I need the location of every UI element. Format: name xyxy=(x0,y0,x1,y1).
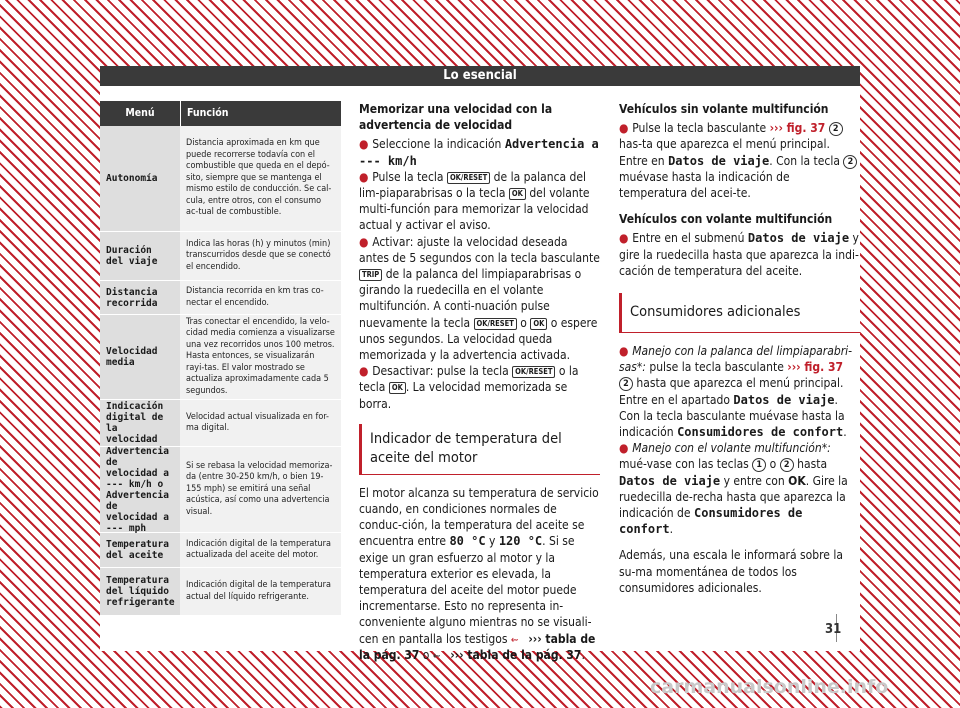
text: y xyxy=(485,534,499,549)
text: y entre con xyxy=(720,473,789,488)
bullet-icon: ● xyxy=(619,231,633,246)
text: Activar: ajuste la velocidad deseada antes de 5 segundos con la tecla basculante xyxy=(359,234,600,265)
ok-key-icon: OK xyxy=(530,318,547,330)
text: o xyxy=(516,315,531,330)
bullet-icon: ● xyxy=(359,169,373,184)
menu-datos-de-viaje: Datos de viaje xyxy=(668,153,770,168)
ok-reset-key-icon: OK/RESET xyxy=(447,172,490,184)
oil-temp-section-header xyxy=(359,424,600,475)
text: o la tecla xyxy=(359,364,579,395)
text: . Si se exige un gran esfuerzo al motor y la temperatura exterior es elevada, la temperatura del aceite del motor puede incrementarse. Esto no representa in-conveniente alguno mientras no se visuali-cen en pantalla los testigos xyxy=(359,534,592,646)
text: . Con la tecla xyxy=(769,153,844,168)
text: hasta xyxy=(793,457,828,472)
text: mué-vase con las teclas xyxy=(619,457,753,472)
table-row xyxy=(100,400,341,447)
table-cell-function: Distancia recorrida en km tras co-nectar el encendido. xyxy=(180,281,341,314)
table-cell-menu: Duración del viaje xyxy=(100,232,180,280)
table-cell-menu: Indicación digital de la velocidad xyxy=(100,400,180,446)
column-speed-warning xyxy=(359,101,600,663)
text: . xyxy=(581,647,585,662)
text: . Gire la ruedecilla de-recha hasta que aparezca la indicación de xyxy=(619,473,848,521)
text: . xyxy=(669,522,674,537)
bullet-icon: ● xyxy=(359,234,373,249)
text: has-ta que aparezca el menú principal. Entre en xyxy=(619,137,830,168)
bullet-select xyxy=(359,136,600,168)
text: muévase hasta la indicación de temperatura del acei-te. xyxy=(619,169,790,201)
table-row xyxy=(100,533,341,568)
table-row xyxy=(100,281,341,315)
table-cell-function: Si se rebasa la velocidad memoriza-da (entre 30-250 km/h, o bien 19-155 mph) se emitirá una señal acústica, así como una advertencia visual. xyxy=(180,447,341,532)
text: Pulse la tecla xyxy=(372,169,447,184)
display-text-advertencia: Advertencia a --- km/h xyxy=(359,137,599,168)
text: Desactivar: pulse la tecla xyxy=(372,364,513,379)
menu-datos-de-viaje: Datos de viaje xyxy=(733,392,835,407)
callout-1-icon: 1 xyxy=(752,458,766,472)
text: Seleccione la indicación xyxy=(372,137,505,152)
page-header: Lo esencial xyxy=(100,66,860,86)
table-cell-menu: Distancia recorrida xyxy=(100,281,180,314)
menu-function-table xyxy=(100,101,341,616)
bullet-icon: ● xyxy=(619,441,633,456)
text: Pulse la tecla basculante xyxy=(632,121,770,136)
section-title: Indicador de temperatura del aceite del motor xyxy=(370,430,562,466)
ok-key-icon: OK xyxy=(509,188,526,200)
table-row xyxy=(100,315,341,400)
figure-reference[interactable]: ››› fig. 37 xyxy=(787,360,843,375)
table-cell-function: Velocidad actual visualizada en for-ma digital. xyxy=(180,400,341,446)
column-oil-temp xyxy=(619,101,860,596)
bullet-press xyxy=(359,169,600,234)
table-row xyxy=(100,126,341,232)
subheading-no-mf: Vehículos sin volante multifunción xyxy=(619,102,829,116)
speed-warning-heading: Memorizar una velocidad con la advertencia de velocidad xyxy=(359,102,553,133)
menu-datos-de-viaje: Datos de viaje xyxy=(619,473,721,488)
bullet-icon: ● xyxy=(359,137,373,152)
bullet-wheel xyxy=(619,440,860,537)
oil-temp-paragraph xyxy=(359,485,600,663)
text: Manejo con la palanca del limpiaparabri-sas*: xyxy=(619,344,853,375)
table-row xyxy=(100,568,341,616)
subheading-mf: Vehículos con volante multifunción xyxy=(619,212,833,227)
table-cell-function: Indica las horas (h) y minutos (min) transcurridos desde que se conectó el encendido. xyxy=(180,232,341,280)
table-cell-menu: Advertencia de velocidad a --- km/h o Advertencia de velocidad a --- mph xyxy=(100,447,180,532)
text: y gire la ruedecilla hasta que aparezca la indi-cación de temperatura del aceite. xyxy=(619,231,859,278)
bullet-mf xyxy=(619,230,860,279)
table-row xyxy=(100,447,341,533)
table-cell-menu: Velocidad media xyxy=(100,315,180,399)
text: o espere unos segundos. La velocidad queda memorizada y la advertencia activada. xyxy=(359,315,598,363)
menu-consumidores-de-confort: Consumidores de confort xyxy=(619,506,803,537)
watermark: carmanualsonline.info xyxy=(650,676,889,698)
ok-reset-key-icon: OK/RESET xyxy=(474,318,517,330)
bullet-icon: ● xyxy=(619,121,633,136)
temp-120: 120 °C xyxy=(498,534,543,549)
callout-2-icon: 2 xyxy=(829,122,843,136)
consumers-paragraph: Además, una escala le informará sobre la su-ma momentánea de todos los consumidores adicionales. xyxy=(619,548,843,595)
text: de la palanca del limpiaparabrisas o girando la ruedecilla en el volante multifunción. A conti-nuación pulse nuevamente la tecla xyxy=(359,267,582,330)
text: del volante multi-función para memorizar la velocidad actual y activar el aviso. xyxy=(359,186,590,233)
text: de la palanca del lim-piaparabrisas o la tecla xyxy=(359,169,587,201)
bullet-activate xyxy=(359,234,600,364)
oil-level-icon: ⇜ xyxy=(432,650,441,662)
page-number: 31 xyxy=(825,622,842,637)
temp-80: 80 °C xyxy=(449,534,486,549)
bullet-lever xyxy=(619,343,860,440)
table-row xyxy=(100,232,341,281)
ok-label: OK xyxy=(788,473,806,488)
callout-2-icon: 2 xyxy=(843,155,857,169)
text: Manejo con el volante multifunción*: xyxy=(632,441,831,456)
table-cell-function: Distancia aproximada en km que puede recorrerse todavía con el combustible que queda en el depó-sito, siempre que se mantenga el mismo estilo de conducción. Se cal-cula, entre otros, con el consumo ac-tual de combustible. xyxy=(180,126,341,231)
menu-consumidores-de-confort: Consumidores de confort xyxy=(677,425,844,440)
ok-reset-key-icon: OK/RESET xyxy=(512,366,555,378)
table-reference[interactable]: ››› tabla de la pág. 37 xyxy=(450,647,582,662)
text: o xyxy=(766,457,780,472)
consumers-section-header xyxy=(619,293,860,333)
text: . Con la tecla basculante muévase hasta la indicación xyxy=(619,392,845,440)
table-cell-function: Indicación digital de la temperatura actual del líquido refrigerante. xyxy=(180,568,341,615)
text: hasta que aparezca el menú principal. Entre en el apartado xyxy=(619,376,844,407)
bullet-icon: ● xyxy=(619,344,633,359)
table-header-function: Función xyxy=(180,101,341,126)
text: . La velocidad memorizada se borra. xyxy=(359,380,568,411)
text: El motor alcanza su temperatura de servicio cuando, en condiciones normales de conduc-ción, la temperatura del aceite se encuentra entre xyxy=(359,485,599,549)
table-header xyxy=(100,101,341,126)
text: o xyxy=(419,647,433,662)
table-cell-function: Tras conectar el encendido, la velo-cidad media comienza a visualizarse una vez recorridos unos 100 metros. Hasta entonces, se visualizarán rayi-tas. El valor mostrado se actualiza aproximadamente cada 5 segundos. xyxy=(180,315,341,399)
bullet-icon: ● xyxy=(359,364,373,379)
text: . xyxy=(843,425,847,440)
ok-key-icon: OK xyxy=(389,382,406,394)
table-header-menu: Menú xyxy=(125,107,155,119)
table-cell-function: Indicación digital de la temperatura actualizada del aceite del motor. xyxy=(180,533,341,567)
text: Entre en el submenú xyxy=(632,231,748,246)
table-cell-menu: Autonomía xyxy=(100,126,180,231)
section-title: Consumidores adicionales xyxy=(630,304,801,321)
menu-datos-de-viaje: Datos de viaje xyxy=(747,231,850,246)
oil-warning-icon: ⇜ xyxy=(510,634,519,646)
text: pulse la tecla basculante xyxy=(645,360,788,375)
callout-2-icon: 2 xyxy=(619,377,633,391)
figure-reference[interactable]: ››› fig. 37 xyxy=(769,121,826,136)
bullet-deactivate xyxy=(359,363,600,412)
table-reference[interactable]: ››› tabla de la pág. 37 xyxy=(359,631,596,662)
callout-2-icon: 2 xyxy=(780,458,794,472)
trip-key-icon: TRIP xyxy=(359,269,382,281)
table-cell-menu: Temperatura del líquido refrigerante xyxy=(100,568,180,615)
table-cell-menu: Temperatura del aceite xyxy=(100,533,180,567)
bullet-no-mf xyxy=(619,120,860,201)
